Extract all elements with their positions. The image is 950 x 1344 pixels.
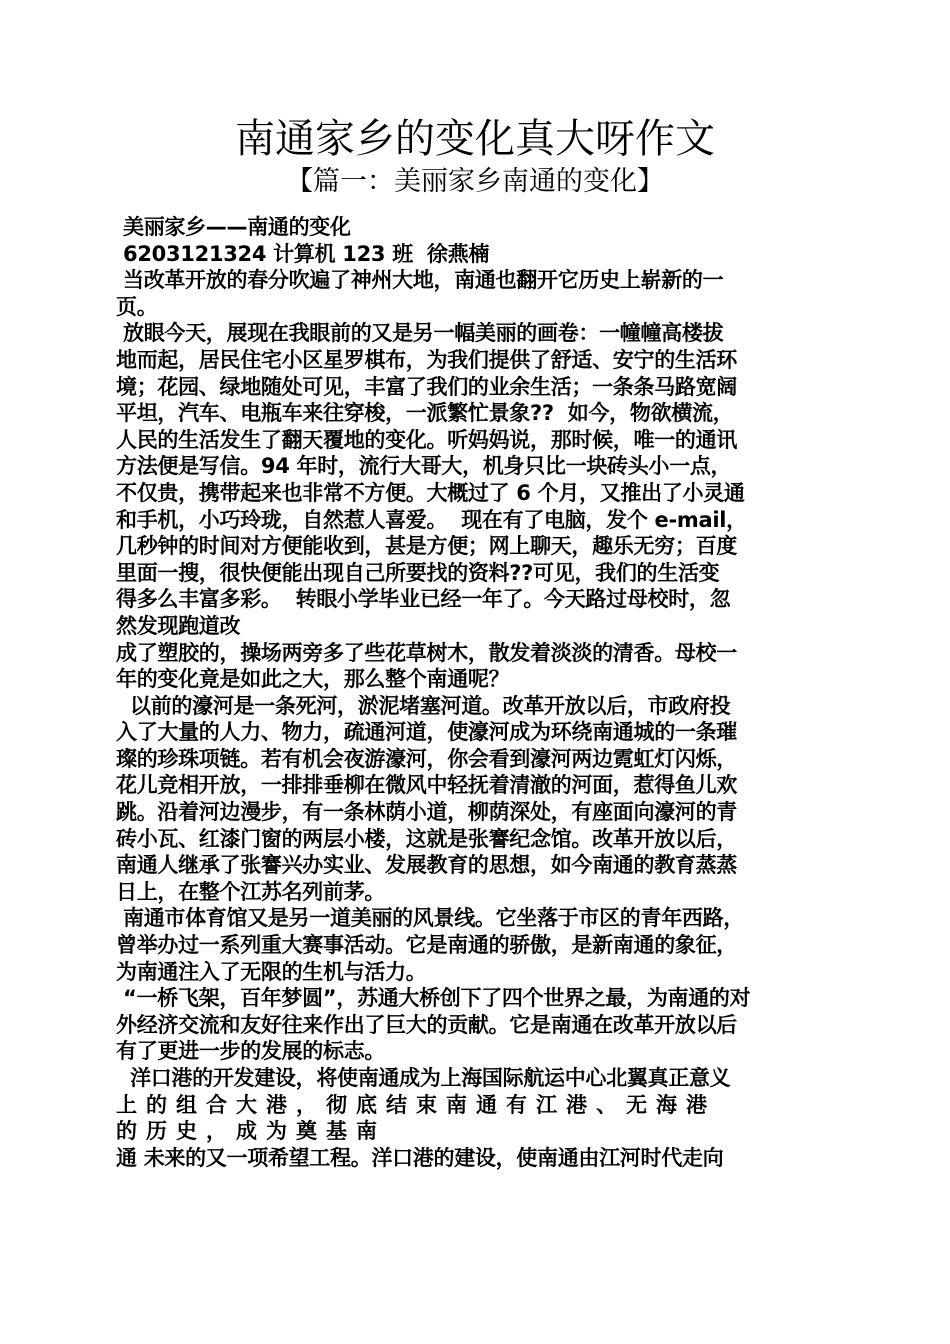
author-line: 6203121324 计算机 123 班 徐燕楠	[116, 241, 490, 266]
text-line: 入了大量的人力、物力，疏通河道，使濠河成为环绕南通城的一条璀	[116, 720, 737, 745]
text-line: 不仅贵，携带起来也非常不方便。大概过了 6 个月，又推出了小灵通	[116, 480, 745, 505]
text-line: 地而起，居民住宅小区星罗棋布，为我们提供了舒适、安宁的生活环	[116, 347, 737, 372]
text-line: 曾举办过一系列重大赛事活动。它是南通的骄傲，是新南通的象征，	[116, 933, 737, 958]
text-line: 洋口港的开发建设，将使南通成为上海国际航运中心北翼真正意义	[116, 1066, 731, 1090]
text-line: 以前的濠河是一条死河，淤泥堵塞河道。改革开放以后，市政府投	[116, 693, 731, 718]
text-line: 和手机，小巧玲珑，自然惹人喜爱。 现在有了电脑，发个 e-mail，	[116, 507, 747, 532]
text-line: 有了更进一步的发展的标志。	[116, 1039, 386, 1064]
text-line: 境；花园、绿地随处可见，丰富了我们的业余生活；一条条马路宽阔	[116, 374, 737, 399]
text-line: 的历史，成为奠基南	[116, 1119, 386, 1144]
text-line: “一桥飞架，百年梦圆”，苏通大桥创下了四个世界之最，为南通的对	[116, 986, 751, 1011]
text-line: 页。	[116, 294, 158, 319]
text-line: 平坦，汽车、电瓶车来往穿梭，一派繁忙景象?? 如今，物欲横流，	[116, 401, 734, 426]
document-title: 南通家乡的变化真大呀作文	[235, 116, 715, 162]
document-body	[116, 214, 836, 1171]
text-line: 南通人继承了张謇兴办实业、发展教育的思想，如今南通的教育蒸蒸	[116, 853, 737, 878]
text-line: 人民的生活发生了翻天覆地的变化。听妈妈说，那时候，唯一的通讯	[116, 427, 737, 452]
text-line: 放眼今天，展现在我眼前的又是另一幅美丽的画卷：一幢幢高楼拔	[116, 321, 724, 346]
text-line: 外经济交流和友好往来作出了巨大的贡献。它是南通在改革开放以后	[116, 1012, 737, 1037]
text-line: 璨的珍珠项链。若有机会夜游濠河，你会看到濠河两边霓虹灯闪烁，	[116, 746, 737, 771]
essay-heading: 美丽家乡——南通的变化	[116, 215, 351, 239]
text-line: 年的变化竟是如此之大，那么整个南通呢？	[116, 667, 510, 692]
text-line: 南通市体育馆又是另一道美丽的风景线。它坐落于市区的青年西路，	[116, 906, 745, 931]
text-line: 跳。沿着河边漫步，有一条林荫小道，柳荫深处，有座面向濠河的青	[116, 800, 737, 825]
document-subtitle: 【篇一：美丽家乡南通的变化】	[286, 166, 664, 197]
text-line: 上的组合大港，彻底结束南通有江港、无海港	[116, 1092, 716, 1117]
text-line: 日上，在整个江苏名列前茅。	[116, 879, 386, 904]
text-line: 成了塑胶的，操场两旁多了些花草树木，散发着淡淡的清香。母校一	[116, 640, 737, 665]
text-line: 当改革开放的春分吹遍了神州大地，南通也翻开它历史上崭新的一	[116, 268, 724, 293]
text-line: 几秒钟的时间对方便能收到，甚是方便；网上聊天，趣乐无穷；百度	[116, 534, 737, 559]
text-line: 花儿竞相开放，一排排垂柳在微风中轻抚着清澈的河面，惹得鱼儿欢	[116, 773, 737, 798]
text-line: 方法便是写信。94 年时，流行大哥大，机身只比一块砖头小一点，	[116, 454, 732, 479]
text-line: 得多么丰富多彩。 转眼小学毕业已经一年了。今天路过母校时，忽	[116, 587, 731, 612]
text-line: 然发现跑道改	[116, 613, 241, 638]
text-line: 里面一搜，很快便能出现自己所要找的资料??可见，我们的生活变	[116, 560, 720, 585]
text-line: 为南通注入了无限的生机与活力。	[116, 959, 427, 984]
text-line: 砖小瓦、红漆门窗的两层小楼，这就是张謇纪念馆。改革开放以后，	[116, 826, 737, 851]
text-line: 通 未来的又一项希望工程。洋口港的建设，使南通由江河时代走向	[116, 1145, 724, 1170]
